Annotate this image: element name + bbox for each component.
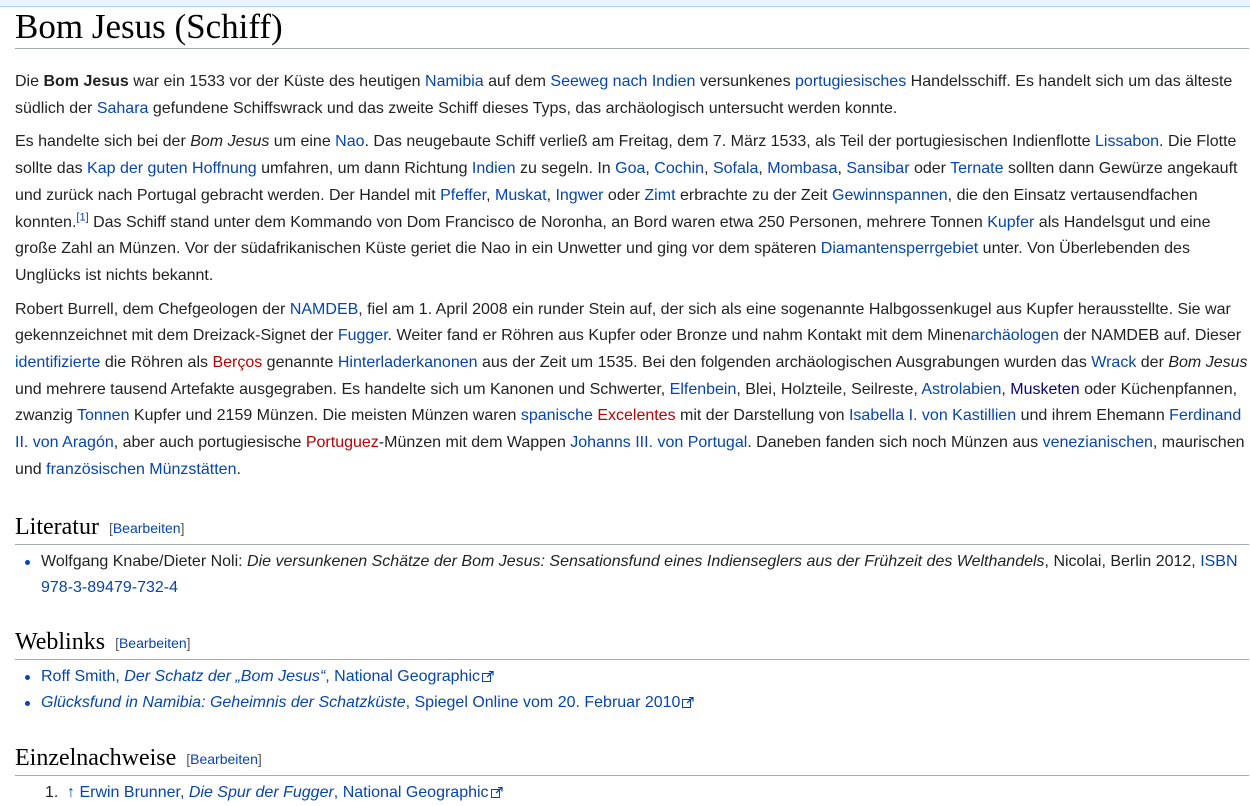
text: -Münzen mit dem Wappen (378, 434, 571, 452)
text: sollten dann Gewürze angekauft und zurück nach Portugal gebracht werden. Der Handel mit (15, 160, 1238, 204)
link-pfeffer[interactable]: Pfeffer (440, 186, 487, 204)
text: oder (909, 160, 951, 178)
text: Robert Burrell, dem Chefgeologen der (15, 300, 290, 318)
text: und ihrem Ehemann (1016, 407, 1170, 425)
text: als Handelsgut und eine große Zahl an Münzen. Vor der südafrikanischen Küste geriet die Nao in ein Unwetter und ging vor dem späteren (15, 213, 1211, 258)
book-title: Die versunkenen Schätze der Bom Jesus: Sensationsfund eines Indienseglers aus der Frühzeit des Welthandels (247, 552, 1045, 570)
list-item (45, 780, 1249, 806)
text: Das Schiff stand unter dem Kommando von Dom Francisco de Noronha, an Bord waren etwa 250 Personen, mehrere Tonnen (88, 213, 988, 231)
text: , die den Einsatz vertausendfachen konnten. (15, 186, 1198, 231)
link-ternate[interactable]: Ternate (950, 160, 1004, 178)
text: erbrachte zu der Zeit (675, 186, 833, 204)
external-link-icon (491, 787, 503, 798)
text: genannte (262, 354, 338, 372)
paragraph-history: Es handelte sich bei der Bom Jesus um eine Nao. Das neugebaute Schiff verließ am Freitag, dem 7. März 1533, als Teil der portugiesischen Indienflotte Lissabon. Die Flotte sollte das Kap der guten Hoffnung umfahren, um dann Richtung Indien zu segeln. In Goa, Cochin, Sofala, Mombasa, Sansibar oder Ternate sollten dann Gewürze angekauft und zurück nach Portugal gebracht werden. Der Handel mit Pfeffer, Muskat, Ingwer oder Zimt erbrachte zu der Zeit Gewinnspannen, die den Einsatz vertausendfachen konnten.[1] Das Schiff stand unter dem Kommando von Dom Francisco de Noronha, an Bord waren etwa 250 Personen, mehrere Tonnen Kupfer als Handelsgut und eine große Zahl an Münzen. Vor der südafrikanischen Küste geriet die Nao in ein Unwetter und ging vor dem späteren Diamantensperrgebiet unter. Von Überlebenden des Unglücks ist nichts bekannt. (15, 133, 1238, 284)
edit-section: [Bearbeiten] (108, 519, 185, 536)
link-identifizierte[interactable]: identifizierte (15, 354, 101, 372)
link-fugger[interactable]: Fugger (337, 327, 388, 345)
top-bar (0, 0, 1250, 7)
paragraph-intro (15, 69, 1249, 122)
bullet-icon (25, 701, 30, 706)
weblink-national-geographic[interactable]: Roff Smith, Der Schatz der „Bom Jesus“, National Geographic (41, 668, 494, 685)
link-goa[interactable]: Goa (615, 160, 646, 178)
edit-section: [Bearbeiten] (186, 750, 262, 767)
heading-text: Literatur (15, 513, 99, 540)
link-namdeb[interactable]: NAMDEB (289, 300, 359, 318)
literatur-list (15, 549, 1249, 602)
edit-section: [Bearbeiten] (115, 635, 191, 652)
heading-einzelnachweise (15, 743, 1249, 776)
link-ingwer[interactable]: Ingwer (555, 186, 604, 204)
link-wrack[interactable]: Wrack (1091, 354, 1137, 372)
heading-weblinks (15, 627, 1249, 660)
text: , aber auch portugiesische (113, 434, 306, 452)
link-franzoesischen-muenzstaetten[interactable]: französischen Münzstätten (46, 460, 237, 478)
text: und mehrere tausend Artefakte ausgegraben. Es handelte sich um Kanonen und Schwerter, (15, 380, 670, 398)
edit-link-einzelnachweise[interactable]: Bearbeiten (190, 750, 258, 767)
link-isbn[interactable]: ISBN 978-3-89479-732-4 (41, 552, 1238, 596)
article-content (0, 7, 1249, 806)
heading-text: Einzelnachweise (15, 744, 177, 771)
text: , maurischen und (15, 434, 1245, 478)
link-nao[interactable]: Nao (335, 133, 365, 151)
link-bercos[interactable]: Berços (212, 354, 263, 372)
edit-link-literatur[interactable]: Bearbeiten (112, 519, 181, 536)
link-kupfer[interactable]: Kupfer (987, 213, 1035, 231)
text: Wolfgang Knabe/Dieter Noli: (41, 552, 248, 570)
link-spanische[interactable]: spanische (520, 407, 593, 425)
text: oder (603, 186, 645, 204)
reference-link-national-geographic[interactable]: Erwin Brunner, Die Spur der Fugger, National Geographic (75, 784, 503, 801)
list-item (41, 664, 1249, 690)
link-gewinnspannen[interactable]: Gewinnspannen (832, 186, 948, 204)
link-lissabon[interactable]: Lissabon (1095, 133, 1160, 151)
heading-literatur (15, 512, 1249, 545)
external-link-icon (682, 697, 694, 708)
link-cochin[interactable]: Cochin (654, 160, 705, 178)
backlink-arrow-icon[interactable]: ↑ (67, 783, 75, 801)
link-zimt[interactable]: Zimt (644, 186, 676, 204)
link-musketen[interactable]: Musketen (1010, 380, 1080, 398)
page-title: Bom Jesus (Schiff) (15, 7, 1249, 49)
link-tonnen[interactable]: Tonnen (76, 407, 130, 425)
text: der (1136, 354, 1169, 372)
text: gefundene Schiffswrack und das zweite Schiff dieses Typs, das archäologisch untersucht werden konnte. (148, 99, 898, 117)
text: Handelsschiff. Es handelt sich um das älteste südlich der (15, 73, 1233, 117)
link-namibia[interactable]: Namibia (425, 73, 484, 90)
text: Die (15, 73, 44, 90)
text: umfahren, um dann Richtung (256, 160, 472, 178)
link-johanns[interactable]: Johanns III. von Portugal (570, 434, 748, 452)
link-muskat[interactable]: Muskat (494, 186, 547, 204)
text: versunkenes (695, 73, 796, 90)
reference-number: 1. (45, 783, 59, 801)
text: oder Küchenpfannen, zwanzig (15, 380, 1238, 425)
bullet-icon (25, 560, 30, 565)
link-portuguez[interactable]: Portuguez (305, 434, 379, 452)
list-item (41, 690, 1249, 716)
text: Kupfer und 2159 Münzen. Die meisten Münzen waren (129, 407, 521, 425)
text: . Weiter fand er Röhren aus Kupfer oder Bronze und nahm Kontakt mit dem Minen (387, 327, 971, 345)
link-diamantensperrgebiet[interactable]: Diamantensperrgebiet (820, 240, 979, 258)
text: , fiel am 1. April 2008 ein runder Stein auf, der sich als eine sogenannte Halbgossenkugel aus Kupfer herausstellte. Sie war gekennzeichnet mit dem Dreizack-Signet der (15, 300, 1231, 345)
link-kap-der-guten-hoffnung[interactable]: Kap der guten Hoffnung (87, 160, 257, 178)
text: um eine (269, 133, 336, 151)
text: , Nicolai, Berlin 2012, (1044, 552, 1201, 570)
heading-text: Weblinks (15, 629, 106, 656)
text: aus der Zeit um 1535. Bei den folgenden archäologischen Ausgrabungen wurden das (477, 354, 1092, 372)
text: . Das neugebaute Schiff verließ am Freitag, dem 7. März 1533, als Teil der portugiesischen Indienflotte (364, 133, 1095, 151)
ship-name: Bom Jesus (190, 133, 270, 151)
text: Es handelte sich bei der (15, 133, 191, 151)
paragraph-discovery: Robert Burrell, dem Chefgeologen der NAMDEB, fiel am 1. April 2008 ein runder Stein auf, der sich als eine sogenannte Halbgossenkugel aus Kupfer herausstellte. Sie war gekennzeichnet mit dem Dreizack-Signet der Fugger. Weiter fand er Röhren aus Kupfer oder Bronze und nahm Kontakt mit dem Minenarchäologen der NAMDEB auf. Dieser identifizierte die Röhren als Berços genannte Hinterladerkanonen aus der Zeit um 1535. Bei den folgenden archäologischen Ausgrabungen wurden das Wrack der Bom Jesus und mehrere tausend Artefakte ausgegraben. Es handelte sich um Kanonen und Schwerter, Elfenbein, Blei, Holzteile, Seilreste, Astrolabien, Musketen oder Küchenpfannen, zwanzig Tonnen Kupfer und 2159 Münzen. Die meisten Münzen waren spanische Excelentes mit der Darstellung von Isabella I. von Kastillien und ihrem Ehemann Ferdinand II. von Aragón, aber auch portugiesische Portuguez-Münzen mit dem Wappen Johanns III. von Portugal. Daneben fanden sich noch Münzen aus venezianischen, maurischen und französischen Münzstätten. (15, 300, 1248, 478)
text: auf dem (483, 73, 551, 90)
link-portugiesisches[interactable]: portugiesisches (795, 73, 907, 90)
text: . Daneben fanden sich noch Münzen aus (747, 434, 1043, 452)
text: , Blei, Holzteile, Seilreste, (736, 380, 922, 398)
text: zu segeln. In (515, 160, 616, 178)
link-sansibar[interactable]: Sansibar (846, 160, 910, 178)
link-excelentes[interactable]: Excelentes (597, 407, 676, 425)
link-elfenbein[interactable]: Elfenbein (669, 380, 737, 398)
link-hinterladerkanonen[interactable]: Hinterladerkanonen (337, 354, 478, 372)
footnote-ref-1[interactable]: [1] (76, 211, 89, 224)
text: die Röhren als (100, 354, 213, 372)
text: unter. Von Überlebenden des Unglücks ist nichts bekannt. (15, 240, 1190, 284)
link-seeweg-nach-indien[interactable]: Seeweg nach Indien (550, 73, 696, 90)
text: . Die Flotte sollte das (15, 133, 1237, 178)
link-archaeologen[interactable]: archäologen (970, 327, 1059, 345)
text: . (236, 460, 241, 478)
weblinks-list (15, 664, 1249, 717)
link-sahara[interactable]: Sahara (96, 99, 149, 117)
link-mombasa[interactable]: Mombasa (767, 160, 838, 178)
edit-link-weblinks[interactable]: Bearbeiten (118, 635, 187, 652)
references-list (15, 780, 1249, 806)
text: mit der Darstellung von (675, 407, 849, 425)
bold-title: Bom Jesus (43, 73, 129, 90)
text: der NAMDEB auf. Dieser (1058, 327, 1242, 345)
text: war ein 1533 vor der Küste des heutigen (128, 73, 426, 90)
link-astrolabien[interactable]: Astrolabien (921, 380, 1002, 398)
link-indien[interactable]: Indien (471, 160, 516, 178)
list-item (41, 549, 1249, 602)
link-venezianischen[interactable]: venezianischen (1042, 434, 1153, 452)
weblink-spiegel-online[interactable]: Glücksfund in Namibia: Geheimnis der Schatzküste, Spiegel Online vom 20. Februar 2010 (41, 694, 694, 711)
link-isabella[interactable]: Isabella I. von Kastillien (848, 407, 1017, 425)
link-sofala[interactable]: Sofala (712, 160, 759, 178)
external-link-icon (482, 671, 494, 682)
link-ferdinand[interactable]: Ferdinand II. von Aragón (15, 407, 1242, 452)
ship-name: Bom Jesus (1168, 354, 1248, 372)
bullet-icon (25, 675, 30, 680)
